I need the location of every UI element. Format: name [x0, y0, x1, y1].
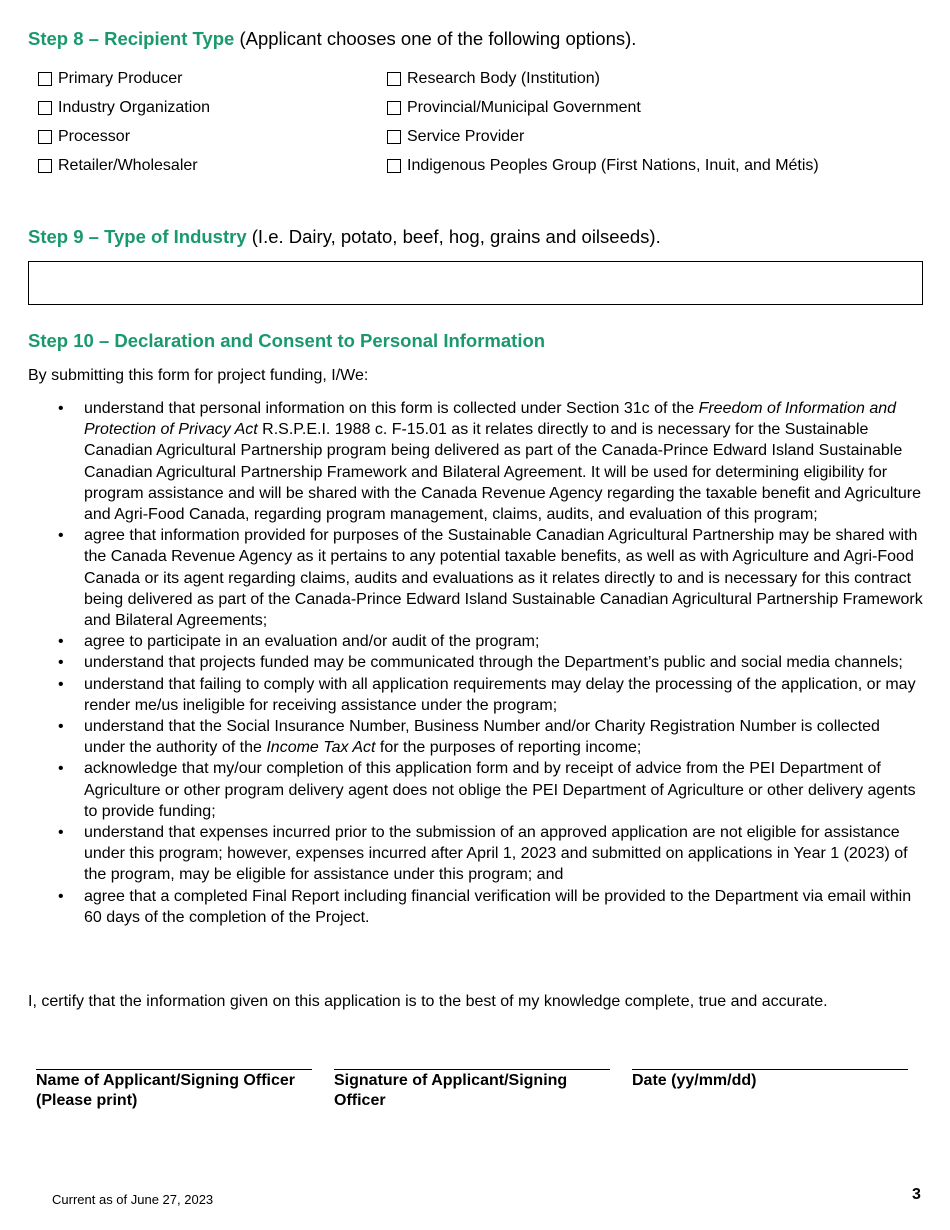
- recipient-option-service-provider[interactable]: Service Provider: [387, 128, 524, 146]
- step9-heading: [28, 226, 661, 248]
- date-line[interactable]: [632, 1069, 908, 1070]
- signature-label: Signature of Applicant/Signing Officer: [334, 1072, 568, 1109]
- name-signature-line[interactable]: [36, 1069, 312, 1070]
- certification-statement: I, certify that the information given on this application is to the best of my knowledge complete, true and accurate.: [28, 993, 828, 1010]
- signature-line[interactable]: [334, 1069, 610, 1070]
- industry-type-field[interactable]: [28, 261, 923, 305]
- recipient-option-industry-organization[interactable]: Industry Organization: [38, 99, 210, 117]
- list-item: • understand that the Social Insurance Number, Business Number and/or Charity Registration Number is collected under the authority of the Income Tax Act for the purposes of reporting income;: [58, 718, 880, 757]
- page-number: 3: [912, 1186, 921, 1203]
- checkbox[interactable]: [387, 101, 401, 115]
- step8-note: (Applicant chooses one of the following options).: [234, 28, 637, 49]
- list-item: • understand that failing to comply with all application requirements may delay the processing of the application, or may render me/us ineligible for receiving assistance under the program;: [58, 675, 916, 714]
- recipient-option-indigenous-peoples[interactable]: Indigenous Peoples Group (First Nations, Inuit, and Métis): [387, 157, 819, 175]
- step10-heading: [28, 330, 545, 352]
- checkbox[interactable]: [38, 130, 52, 144]
- recipient-option-retailer-wholesaler[interactable]: Retailer/Wholesaler: [38, 157, 198, 175]
- step9-note: (I.e. Dairy, potato, beef, hog, grains and oilseeds).: [246, 226, 661, 247]
- date-label: Date (yy/mm/dd): [632, 1072, 757, 1089]
- declaration-list: [28, 398, 923, 928]
- list-item: • agree that a completed Final Report including financial verification will be provided to the Department via email within 60 days of the completion of the Project.: [58, 887, 912, 926]
- step9-title: Step 9 – Type of Industry: [28, 226, 247, 247]
- name-label: Name of Applicant/Signing Officer (Please print): [36, 1072, 295, 1109]
- list-item: • understand that expenses incurred prior to the submission of an approved application are not eligible for assistance under this program; however, expenses incurred after April 1, 2023 and submitted on applications in Year 1 (2023) of the program, may be eligible for assistance under this program; and: [58, 824, 908, 884]
- checkbox[interactable]: [387, 130, 401, 144]
- list-item: • understand that personal information on this form is collected under Section 31c of the Freedom of Information and Protection of Privacy Act R.S.P.E.I. 1988 c. F-15.01 as it relates directly to and is necessary for the Sustainable Canadian Agricultural Partnership program being delivered as part of the Canada-Prince Edward Island Sustainable Canadian Agricultural Partnership Framework and Bilateral Agreement. It will be used for determining eligibility for program assistance and will be shared with the Canada Revenue Agency regarding the taxable benefit and Agriculture and Agri-Food Canada, regarding program management, claims, audits, and evaluation of this program;: [58, 400, 921, 524]
- list-item: • agree to participate in an evaluation and/or audit of the program;: [58, 633, 540, 651]
- checkbox[interactable]: [38, 72, 52, 86]
- step8-heading: [28, 28, 636, 50]
- current-as-of: Current as of June 27, 2023: [52, 1192, 214, 1207]
- checkbox[interactable]: [38, 101, 52, 115]
- recipient-option-provincial-municipal[interactable]: Provincial/Municipal Government: [387, 99, 641, 117]
- declaration-intro: By submitting this form for project funding, I/We:: [28, 367, 369, 384]
- step8-title: Step 8 – Recipient Type: [28, 28, 235, 49]
- recipient-option-processor[interactable]: Processor: [38, 128, 130, 146]
- recipient-option-research-body[interactable]: Research Body (Institution): [387, 70, 600, 88]
- list-item: • acknowledge that my/our completion of this application form and by receipt of advice from the PEI Department of Agriculture or other program delivery agent does not oblige the PEI Department of Agriculture or other delivery agents to provide funding;: [58, 760, 916, 820]
- checkbox[interactable]: [387, 159, 401, 173]
- checkbox[interactable]: [38, 159, 52, 173]
- checkbox[interactable]: [387, 72, 401, 86]
- list-item: • understand that projects funded may be communicated through the Department’s public and social media channels;: [58, 654, 903, 672]
- step10-title: Step 10 – Declaration and Consent to Personal Information: [28, 330, 546, 351]
- recipient-option-primary-producer[interactable]: Primary Producer: [38, 70, 182, 88]
- list-item: • agree that information provided for purposes of the Sustainable Canadian Agricultural Partnership may be shared with the Canada Revenue Agency as it pertains to any potential taxable benefits, as well as with Agriculture and Agri-Food Canada or its agent regarding claims, audits and evaluations as it relates directly to and is necessary for this contract being delivered as part of the Canada-Prince Edward Island Sustainable Canadian Agricultural Partnership Framework and Bilateral Agreements;: [58, 527, 923, 630]
